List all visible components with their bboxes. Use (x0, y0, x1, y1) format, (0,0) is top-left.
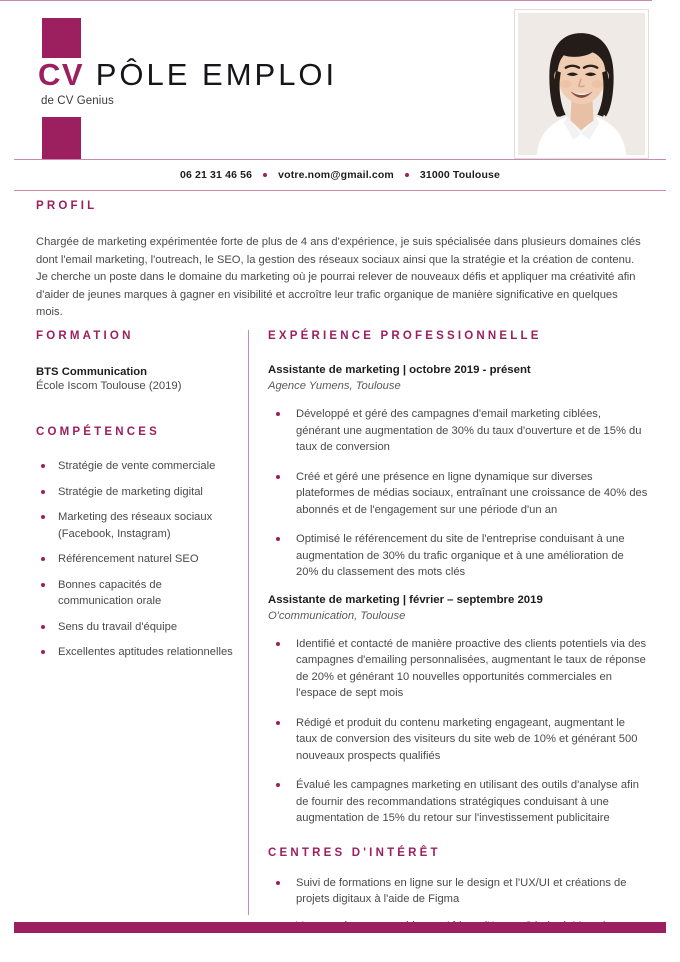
list-item: Évalué les campagnes marketing en utilisant des outils d'analyse afin de fournir des recommandations stratégiques conduisant à une augmentation de 15% du retour sur l'investissement publicitaire (268, 777, 648, 827)
section-heading-profil: PROFIL (36, 200, 98, 212)
cv-header (0, 0, 680, 160)
job-organization: O'communication, Toulouse (268, 609, 406, 622)
list-item: Stratégie de vente commerciale (36, 458, 236, 475)
section-interets (268, 847, 648, 935)
list-item: Identifié et contacté de manière proactive des clients potentiels via des campagnes d'emailing personnalisées, augmentant le taux de réponse de 20% et générant 10 nouvelles opportunités commerciales en l'espace de sept mois (268, 636, 648, 702)
section-heading-formation: FORMATION (36, 330, 134, 342)
experience-job (268, 594, 648, 827)
job-title: Assistante de marketing | février – septembre 2019 (268, 593, 543, 606)
list-item: Créé et géré une présence en ligne dynamique sur diverses plateformes de médias sociaux, entraînant une croissance de 40% des abonnés et de l'engagement sur une période d'un an (268, 469, 648, 519)
section-profil (36, 200, 646, 322)
education-school: École Iscom Toulouse (2019) (36, 380, 182, 392)
list-item: Suivi de formations en ligne sur le design et l'UX/UI et créations de projets digitaux à l'aide de Figma (268, 875, 648, 908)
portrait-photo-icon (518, 13, 645, 155)
section-heading-experience: EXPÉRIENCE PROFESSIONNELLE (268, 330, 542, 342)
list-item: Excellentes aptitudes relationnelles (36, 644, 236, 661)
brand-accent-text: CV (38, 57, 85, 92)
separator-dot-icon (405, 173, 409, 177)
list-item: Référencement naturel SEO (36, 551, 236, 568)
contact-location: 31000 Toulouse (419, 169, 501, 181)
accent-square-bottom (42, 117, 81, 160)
contact-phone: 06 21 31 46 56 (179, 169, 253, 181)
list-item: Stratégie de marketing digital (36, 484, 236, 501)
column-divider (248, 330, 249, 915)
avatar (515, 10, 648, 158)
brand-subtitle: de CV Genius (41, 95, 114, 107)
page-title (38, 58, 337, 92)
contact-bar (14, 160, 666, 190)
job-title: Assistante de marketing | octobre 2019 - présent (268, 364, 531, 376)
section-heading-interets: CENTRES D'INTÉRÊT (268, 846, 441, 859)
accent-square-top (42, 18, 81, 58)
brand-title-wrap (38, 58, 337, 107)
section-competences (36, 426, 236, 661)
list-item: Développé et géré des campagnes d'email marketing ciblées, générant une augmentation de 30% du taux d'ouverture et de 15% du taux de conversion (268, 406, 648, 456)
job-bullets (268, 406, 648, 581)
list-item: Rédigé et produit du contenu marketing engageant, augmentant le taux de conversion des visiteurs du site web de 10% et générant 500 nouveaux prospects qualifiés (268, 715, 648, 765)
list-item: Marketing des réseaux sociaux (Facebook, Instagram) (36, 509, 236, 542)
right-column (268, 330, 648, 944)
list-item: Optimisé le référencement du site de l'entreprise conduisant à une augmentation de 30% du trafic organique et à une amélioration de 20% du classement des mots clés (268, 531, 648, 581)
job-bullets (268, 636, 648, 827)
contact-email: votre.nom@gmail.com (278, 169, 394, 181)
list-item: Bonnes capacités de communication orale (36, 577, 236, 610)
section-heading-competences: COMPÉTENCES (36, 426, 161, 438)
education-degree: BTS Communication (36, 366, 148, 378)
profil-body: Chargée de marketing expérimentée forte de plus de 4 ans d'expérience, je suis spécialisée dans plusieurs domaines clés dont l'email marketing, l'outreach, le SEO, la gestion des réseaux sociaux ainsi que la stratégie et la création de contenu. Je cherche un poste dans le domaine du marketing où je pourrai relever de nouveaux défis et appliquer ma créativité afin d'aider de jeunes marques à gagner en visibilité et accroître leur trafic organique de manière significative en quelques mois. (36, 236, 641, 318)
divider-below-contact (14, 190, 666, 191)
left-column (36, 330, 236, 670)
separator-dot-icon (263, 173, 267, 177)
job-organization: Agence Yumens, Toulouse (268, 380, 401, 392)
experience-job (268, 364, 648, 581)
section-formation (36, 330, 236, 392)
list-item: Sens du travail d'équipe (36, 619, 236, 636)
footer-accent-bar (14, 922, 666, 933)
competences-list (36, 458, 236, 661)
brand-rest-text: PÔLE EMPLOI (84, 57, 338, 92)
